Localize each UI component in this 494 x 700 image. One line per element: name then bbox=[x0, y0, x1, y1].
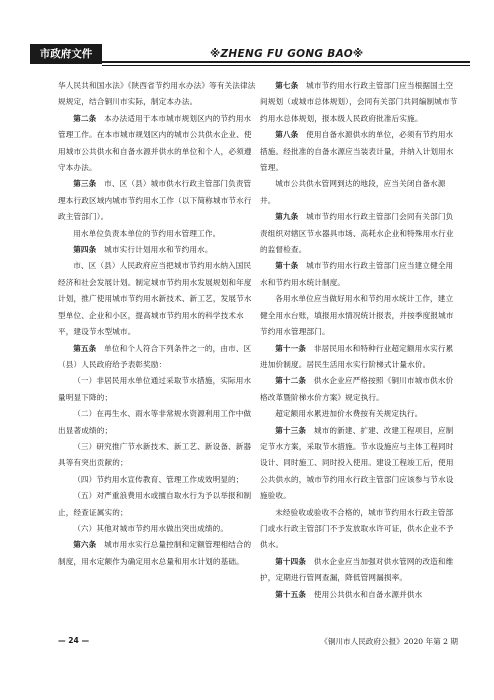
page-header bbox=[30, 44, 470, 64]
article-number: 第七条 bbox=[275, 81, 299, 90]
left-column bbox=[58, 78, 258, 570]
paragraph-text: 非居民用水和特种行业超定额用水实行累进加价制度。居民生活用水实行阶梯式计量水价。 bbox=[260, 343, 454, 369]
page-footer bbox=[58, 636, 458, 650]
publication-info: 《铜川市人民政府公报》2020 年第 2 期 bbox=[320, 637, 458, 646]
paragraph-text: 城市实行计划用水和节约用水。 bbox=[104, 245, 213, 255]
paragraph-text: （三）研究推广节水新技术、新工艺、新设备、新器具等有突出贡献的； bbox=[58, 441, 252, 468]
paragraph-text: 用水单位负责本单位的节约用水管理工作。 bbox=[73, 228, 221, 238]
article-number: 第十五条 bbox=[275, 589, 307, 599]
paragraph-text: 华人民共和国水法》《陕西省节约用水办法》等有关法律法规规定，结合铜川市实际，制定本办法。 bbox=[58, 81, 256, 107]
article-number: 第十三条 bbox=[275, 425, 307, 435]
paragraph-text: 城市节约用水行政主管部门应当建立健全用水和节约用水统计制度。 bbox=[260, 261, 454, 287]
paragraph-text: 供水企业应严格按照《铜川市城市供水价格改革暨阶梯水价方案》规定执行。 bbox=[260, 376, 454, 402]
section-label: 市政府文件 bbox=[30, 44, 102, 64]
article-number: 第二条 bbox=[73, 113, 97, 123]
paragraph-text: 市、区（县）人民政府应当把城市节约用水纳入国民经济和社会发展计划。制定城市节约用水发展规划和年度计划，推广使用城市节约用水新技术、新工艺，发展节水型单位、企业和小区，提高城市节约用水的科学技术水平，建设节水型城市。 bbox=[58, 261, 252, 337]
paragraph-text: 市、区（县）城市供水行政主管部门负责管理本行政区域内城市节约用水工作（以下简称城市节水行政主管部门）。 bbox=[58, 179, 252, 222]
paragraph bbox=[58, 258, 258, 340]
paragraph bbox=[260, 554, 460, 587]
paragraph-text: （二）在再生水、雨水等非常规水资源利用工作中做出显著成绩的； bbox=[58, 409, 252, 435]
paragraph-text: 本办法适用于本市城市规划区内的节约用水管理工作。在本市城市规划区内的城市公共供水企业、使用城市公共供水和自备水源并供水的单位和个人，必须遵守本办法。 bbox=[58, 113, 252, 173]
paragraph-text: （六）其他对城市节约用水做出突出成绩的。 bbox=[73, 523, 229, 533]
article-number: 第三条 bbox=[73, 179, 97, 189]
paragraph-text: 使用公共供水和自备水源并供水 bbox=[313, 589, 423, 599]
paragraph-text: 城市公共供水管网到达的地段，应当关闭自备水源井。 bbox=[260, 179, 446, 205]
journal-title: ※ZHENG FU GONG BAO※ bbox=[210, 48, 364, 60]
paragraph bbox=[58, 537, 258, 570]
page-number: — 24 — bbox=[58, 636, 90, 645]
paragraph bbox=[260, 373, 460, 406]
paragraph bbox=[260, 505, 460, 554]
paragraph bbox=[260, 291, 460, 340]
article-number: 第十四条 bbox=[275, 556, 307, 566]
paragraph bbox=[58, 488, 258, 521]
paragraph-text: 使用自备水源供水的单位，必须有节约用水措施。经批准的自备水源应当装表计量，并纳入计划用水管理。 bbox=[260, 130, 454, 173]
paragraph bbox=[260, 127, 460, 176]
paragraph-text: 城市的新建、扩建、改建工程项目，应制定节水方案，采取节水措施。节水设施应与主体工程同时设计、同时施工、同时投入使用。建设工程竣工后，使用公共供水的，城市节约用水行政主管部门应该参与节水设施验收。 bbox=[260, 425, 454, 501]
paragraph bbox=[260, 341, 460, 374]
paragraph-text: 各用水单位应当做好用水和节约用水统计工作，建立健全用水台账，填报用水情况统计报表，并按季度报城市节约用水管理部门。 bbox=[260, 294, 454, 337]
article-number: 第十一条 bbox=[275, 343, 307, 353]
paragraph bbox=[260, 209, 460, 258]
paragraph-text: 城市节约用水行政主管部门会同有关部门负责组织对辖区节水器具市场、高耗水企业和特殊用水行业的监督检查。 bbox=[260, 212, 454, 255]
article-number: 第十条 bbox=[275, 261, 299, 271]
paragraph bbox=[260, 78, 460, 127]
article-number: 第四条 bbox=[73, 245, 97, 255]
paragraph-text: （四）节约用水宣传教育、管理工作成效明显的； bbox=[73, 474, 244, 484]
paragraph bbox=[58, 521, 258, 537]
paragraph bbox=[58, 406, 258, 439]
paragraph bbox=[58, 439, 258, 472]
paragraph bbox=[58, 78, 258, 111]
paragraph-text: 单位和个人符合下列条件之一的，由市、区（县）人民政府给予表彰奖励： bbox=[58, 343, 252, 369]
paragraph-text: 未经验收或验收不合格的，城市节约用水行政主管部门或水行政主管部门不予发放取水许可证，供水企业不予供水。 bbox=[260, 507, 454, 550]
article-number: 第九条 bbox=[275, 212, 299, 222]
paragraph bbox=[58, 176, 258, 225]
paragraph bbox=[260, 587, 460, 603]
paragraph bbox=[260, 423, 460, 505]
article-number: 第十二条 bbox=[275, 376, 307, 386]
paragraph bbox=[260, 258, 460, 291]
article-number: 第六条 bbox=[73, 540, 97, 550]
right-column bbox=[260, 78, 460, 603]
paragraph bbox=[58, 111, 258, 177]
paragraph bbox=[58, 472, 258, 488]
article-number: 第五条 bbox=[73, 343, 97, 353]
paragraph bbox=[58, 341, 258, 374]
article-number: 第八条 bbox=[275, 130, 299, 140]
paragraph-text: 城市节约用水行政主管部门应当根据国土空间规划（或城市总体规划），会同有关部门共同编制城市节约用水总体规划，报本级人民政府批准后实施。 bbox=[260, 81, 458, 123]
paragraph-text: 超定额用水累进加价水费按有关规定执行。 bbox=[275, 409, 423, 419]
header-rule-thin bbox=[102, 65, 470, 66]
paragraph bbox=[260, 406, 460, 422]
paragraph bbox=[260, 176, 460, 209]
paragraph bbox=[58, 373, 258, 406]
paragraph-text: （一）非居民用水单位通过采取节水措施，实际用水量明显下降的； bbox=[58, 376, 252, 402]
paragraph-text: 城市用水实行总量控制和定额管理相结合的制度，用水定额作为确定用水总量和用水计划的基础。 bbox=[58, 540, 252, 566]
paragraph-text: 供水企业应当加强对供水管网的改造和维护，定期进行管网查漏，降低管网漏损率。 bbox=[260, 556, 454, 583]
paragraph bbox=[58, 242, 258, 258]
paragraph bbox=[58, 226, 258, 242]
paragraph-text: （五）对严重浪费用水或擅自取水行为予以举报和制止，经查证属实的； bbox=[58, 491, 252, 517]
